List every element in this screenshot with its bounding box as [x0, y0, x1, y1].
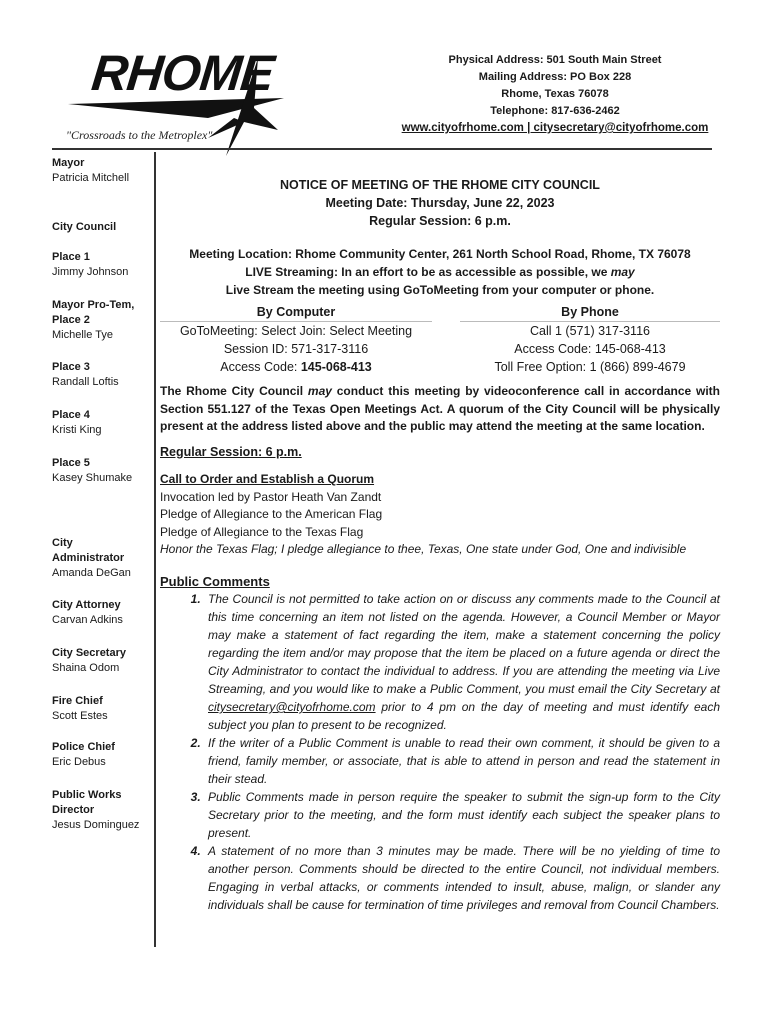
list-item: 4. A statement of no more than 3 minutes may be made. There will be no yielding of time to another person. Comments should be directed to the entire Council, not individual members. Engaging in verbal attacks, or comments intended to insult, abuse, malign, or slander any individuals shall be cause for termination of time privileges and removal from Council Chambers. [204, 842, 720, 914]
official-city-attorney: City Attorney Carvan Adkins [52, 599, 123, 626]
by-phone-heading: By Phone [460, 303, 720, 322]
connection-options [160, 303, 720, 375]
logo-wordmark: RHOME [89, 45, 277, 101]
physical-address: Physical Address: 501 South Main Street [448, 54, 662, 66]
regular-session-heading: Regular Session: 6 p.m. [160, 444, 302, 459]
live-stream-info: Live Stream the meeting using GoToMeeting from your computer or phone. [225, 283, 655, 297]
official-city-secretary: City Secretary Shaina Odom [52, 647, 126, 674]
city-state: Rhome, Texas 76078 [501, 88, 609, 100]
list-item: Pledge of Allegiance to the American Flag [160, 507, 383, 521]
by-computer-heading: By Computer [160, 303, 432, 322]
mailing-address: Mailing Address: PO Box 228 [478, 71, 632, 83]
location-block [160, 245, 720, 299]
texas-pledge-text: Honor the Texas Flag; I pledge allegiance to thee, Texas, One state under God, One and indivisible [160, 542, 687, 556]
by-computer-column: By Computer GoToMeeting: Select Join: Select Meeting Session ID: 571-317-3116 Access Code: 145-068-413 [160, 303, 432, 376]
list-item: 3. Public Comments made in person require the speaker to submit the sign-up form to the City Secretary prior to the meeting, and the form must identify each subject the speaker plans to present. [204, 788, 720, 842]
agenda-main [160, 176, 720, 914]
meeting-date: Meeting Date: Thursday, June 22, 2023 [325, 196, 555, 210]
official-fire-chief: Fire Chief Scott Estes [52, 695, 108, 722]
official-place-3: Place 3 Randall Loftis [52, 361, 119, 388]
by-phone-column: By Phone Call 1 (571) 317-3116 Access Code: 145-068-413 Toll Free Option: 1 (866) 899-4679 [460, 303, 720, 376]
contact-info [400, 52, 710, 137]
official-place-5: Place 5 Kasey Shumake [52, 457, 133, 484]
list-item: 2. If the writer of a Public Comment is unable to read their own comment, it should be given to a friend, family member, or associate, that is able to attend in person and read the statement in their stead. [204, 734, 720, 788]
header-divider [52, 148, 712, 150]
meeting-location: Meeting Location: Rhome Community Center, 261 North School Road, Rhome, TX 76078 [189, 247, 691, 261]
public-comments-heading: Public Comments [160, 573, 270, 589]
official-mayor: Mayor Patricia Mitchell [52, 157, 130, 184]
telephone: Telephone: 817-636-2462 [490, 105, 620, 117]
list-item: Invocation led by Pastor Heath Van Zandt [160, 489, 382, 504]
call-to-order-heading: Call to Order and Establish a Quorum [160, 472, 375, 486]
logo-tagline: "Crossroads to the Metroplex" [66, 128, 213, 142]
notice-title: NOTICE OF MEETING OF THE RHOME CITY COUNCIL [280, 178, 600, 192]
sidebar-divider [154, 152, 156, 947]
website-email-links[interactable]: www.cityofrhome.com | citysecretary@cityofrhome.com [401, 122, 709, 134]
official-city-council: City Council [52, 221, 117, 233]
notice-title-block [160, 176, 720, 230]
official-police-chief: Police Chief Eric Debus [52, 741, 115, 768]
session-time: Regular Session: 6 p.m. [369, 214, 511, 228]
list-item: Pledge of Allegiance to the Texas Flag [160, 524, 364, 539]
official-place-4: Place 4 Kristi King [52, 409, 102, 436]
official-city-administrator: City Administrator Amanda DeGan [52, 537, 131, 579]
official-public-works-director: Public Works Director Jesus Dominguez [52, 789, 140, 831]
rhome-logo [58, 38, 318, 156]
city-secretary-email-link[interactable]: citysecretary@cityofrhome.com [208, 700, 376, 714]
official-place-2: Mayor Pro-Tem, Place 2 Michelle Tye [52, 299, 135, 341]
official-place-1: Place 1 Jimmy Johnson [52, 251, 129, 278]
live-streaming-line: LIVE Streaming: In an effort to be as accessible as possible, we may [245, 265, 635, 279]
list-item: 1. The Council is not permitted to take action on or discuss any comments made to the Council at this time concerning an item not listed on the agenda. However, a Council Member or Mayor may make a statement of fact regarding the item, make a statement concerning the policy regarding the item and/or may propose that the item be placed on a future agenda or direct the City Administrator to contact the individual to address. If you are attending the meeting via Live Streaming, and you would like to make a Public Comment, you must email the City Secretary at citysecretary@cityofrhome.com prior to 4 pm on the day of meeting and must identify each subject you plan to present to be recognized. [204, 590, 720, 734]
videoconference-notice: The Rhome City Council may conduct this meeting by videoconference call in accordance with Section 551.127 of the Texas Open Meetings Act. A quorum of the City Council will be physically present at the address listed above and the public may attend the meeting at the same location. [160, 384, 720, 433]
public-comments-list [160, 590, 720, 914]
